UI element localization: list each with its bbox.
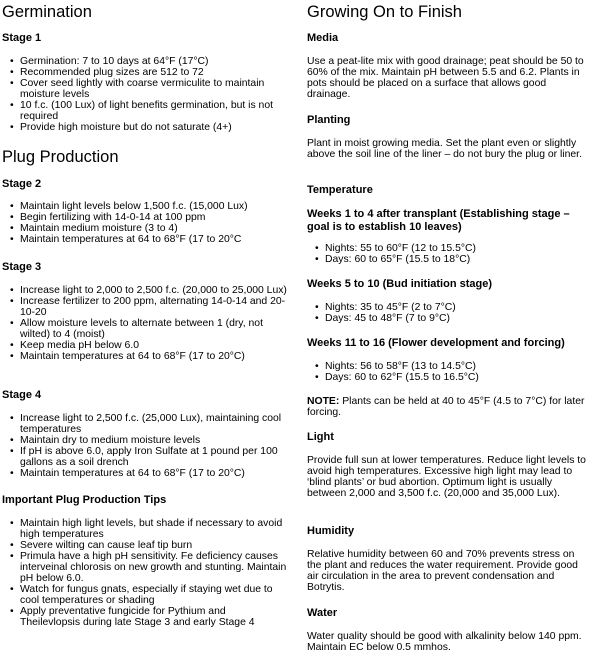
weeks-11-16-list bbox=[307, 361, 590, 383]
list-item: • Maintain temperatures at 64 to 68°F (17 to 20°C bbox=[10, 234, 287, 245]
stage3-heading: Stage 3 bbox=[2, 261, 42, 273]
list-item: • Nights: 56 to 58°F (13 to 14.5°C) bbox=[315, 361, 590, 372]
note-label: NOTE: bbox=[307, 396, 340, 407]
tips-list bbox=[2, 518, 287, 628]
list-item: • Maintain dry to medium moisture levels bbox=[10, 435, 287, 446]
light-heading: Light bbox=[307, 431, 334, 443]
media-heading: Media bbox=[307, 32, 339, 44]
plug-production-title: Plug Production bbox=[2, 148, 119, 166]
list-item: • Keep media pH below 6.0 bbox=[10, 340, 287, 351]
weeks-5-10-list bbox=[307, 302, 590, 324]
list-item: • Watch for fungus gnats, especially if staying wet due to cool temperatures or shading bbox=[10, 584, 287, 606]
list-item: • Maintain temperatures at 64 to 68°F (17 to 20°C) bbox=[10, 351, 287, 362]
growing-on-title: Growing On to Finish bbox=[307, 3, 462, 21]
media-text: Use a peat-lite mix with good drainage; peat should be 50 to 60% of the mix. Maintain pH between 5.5 and 6.2. Plants in pots should be placed on a surface that allows good drainage. bbox=[307, 56, 584, 100]
list-item: • Increase light to 2,500 f.c. (25,000 Lux), maintaining cool temperatures bbox=[10, 413, 287, 435]
list-item: • Severe wilting can cause leaf tip burn bbox=[10, 540, 287, 551]
list-item: • Nights: 55 to 60°F (12 to 15.5°C) bbox=[315, 243, 590, 254]
water-heading: Water bbox=[307, 607, 338, 619]
weeks-1-4-list bbox=[307, 243, 590, 265]
temperature-note bbox=[307, 396, 590, 418]
note-text: Plants can be held at 40 to 45°F (4.5 to 7°C) for later forcing. bbox=[307, 396, 585, 418]
weeks-11-16-heading: Weeks 11 to 16 (Flower development and forcing) bbox=[307, 337, 565, 349]
light-text: Provide full sun at lower temperatures. Reduce light levels to avoid high temperatures. Excessive high light may lead to ‘blind plants’ or bud abortion. Optimum light is usually between 2,000 and 3,500 f.c. (20,000 and 35,000 Lux). bbox=[307, 455, 586, 499]
list-item: • Maintain high light levels, but shade if necessary to avoid high temperatures bbox=[10, 518, 287, 540]
list-item: • Days: 60 to 62°F (15.5 to 16.5°C) bbox=[315, 372, 590, 383]
list-item: • If pH is above 6.0, apply Iron Sulfate at 1 pound per 100 gallons as a soil drench bbox=[10, 446, 287, 468]
list-item: • Days: 45 to 48°F (7 to 9°C) bbox=[315, 313, 590, 324]
planting-text: Plant in moist growing media. Set the plant even or slightly above the soil line of the liner – do not bury the plug or liner. bbox=[307, 138, 582, 160]
list-item: • Allow moisture levels to alternate between 1 (dry, not wilted) to 4 (moist) bbox=[10, 318, 287, 340]
list-item: • Recommended plug sizes are 512 to 72 bbox=[10, 67, 287, 78]
list-item: • Cover seed lightly with coarse vermiculite to maintain moisture levels bbox=[10, 78, 287, 100]
stage2-heading: Stage 2 bbox=[2, 178, 42, 190]
stage1-heading: Stage 1 bbox=[2, 32, 42, 44]
stage1-list bbox=[2, 56, 287, 133]
stage4-heading: Stage 4 bbox=[2, 389, 42, 401]
list-item: • Days: 60 to 65°F (15.5 to 18°C) bbox=[315, 254, 590, 265]
list-item: • Primula have a high pH sensitivity. Fe deficiency causes interveinal chlorosis on new growth and stunting. Maintain pH below 6.0. bbox=[10, 551, 287, 584]
humidity-heading: Humidity bbox=[307, 525, 355, 537]
list-item: • Apply preventative fungicide for Pythium and Theilevlopsis during late Stage 3 and early Stage 4 bbox=[10, 606, 287, 628]
weeks-1-4-heading: Weeks 1 to 4 after transplant (Establishing stage – goal is to establish 10 leaves) bbox=[307, 208, 570, 233]
stage4-list bbox=[2, 413, 287, 479]
list-item: • Nights: 35 to 45°F (2 to 7°C) bbox=[315, 302, 590, 313]
stage3-list bbox=[2, 285, 287, 362]
list-item: • Maintain temperatures at 64 to 68°F (17 to 20°C) bbox=[10, 468, 287, 479]
planting-heading: Planting bbox=[307, 114, 351, 126]
germination-title: Germination bbox=[2, 3, 92, 21]
list-item: • Begin fertilizing with 14-0-14 at 100 ppm bbox=[10, 212, 287, 223]
stage2-list bbox=[2, 201, 287, 245]
list-item: • Provide high moisture but do not saturate (4+) bbox=[10, 122, 287, 133]
list-item: • Maintain light levels below 1,500 f.c. (15,000 Lux) bbox=[10, 201, 287, 212]
water-text: Water quality should be good with alkalinity below 140 ppm. Maintain EC below 0.5 mmhos. bbox=[307, 631, 582, 653]
list-item: • 10 f.c. (100 Lux) of light benefits germination, but is not required bbox=[10, 100, 287, 122]
tips-heading: Important Plug Production Tips bbox=[2, 494, 167, 506]
temperature-heading: Temperature bbox=[307, 184, 373, 196]
list-item: • Increase fertilizer to 200 ppm, alternating 14-0-14 and 20-10-20 bbox=[10, 296, 287, 318]
list-item: • Maintain medium moisture (3 to 4) bbox=[10, 223, 287, 234]
humidity-text: Relative humidity between 60 and 70% prevents stress on the plant and reduces the water requirement. Provide good air circulation in the area to prevent condensation and Botrytis. bbox=[307, 549, 578, 593]
list-item: • Increase light to 2,000 to 2,500 f.c. (20,000 to 25,000 Lux) bbox=[10, 285, 287, 296]
weeks-5-10-heading: Weeks 5 to 10 (Bud initiation stage) bbox=[307, 278, 492, 290]
list-item: • Germination: 7 to 10 days at 64°F (17°C) bbox=[10, 56, 287, 67]
